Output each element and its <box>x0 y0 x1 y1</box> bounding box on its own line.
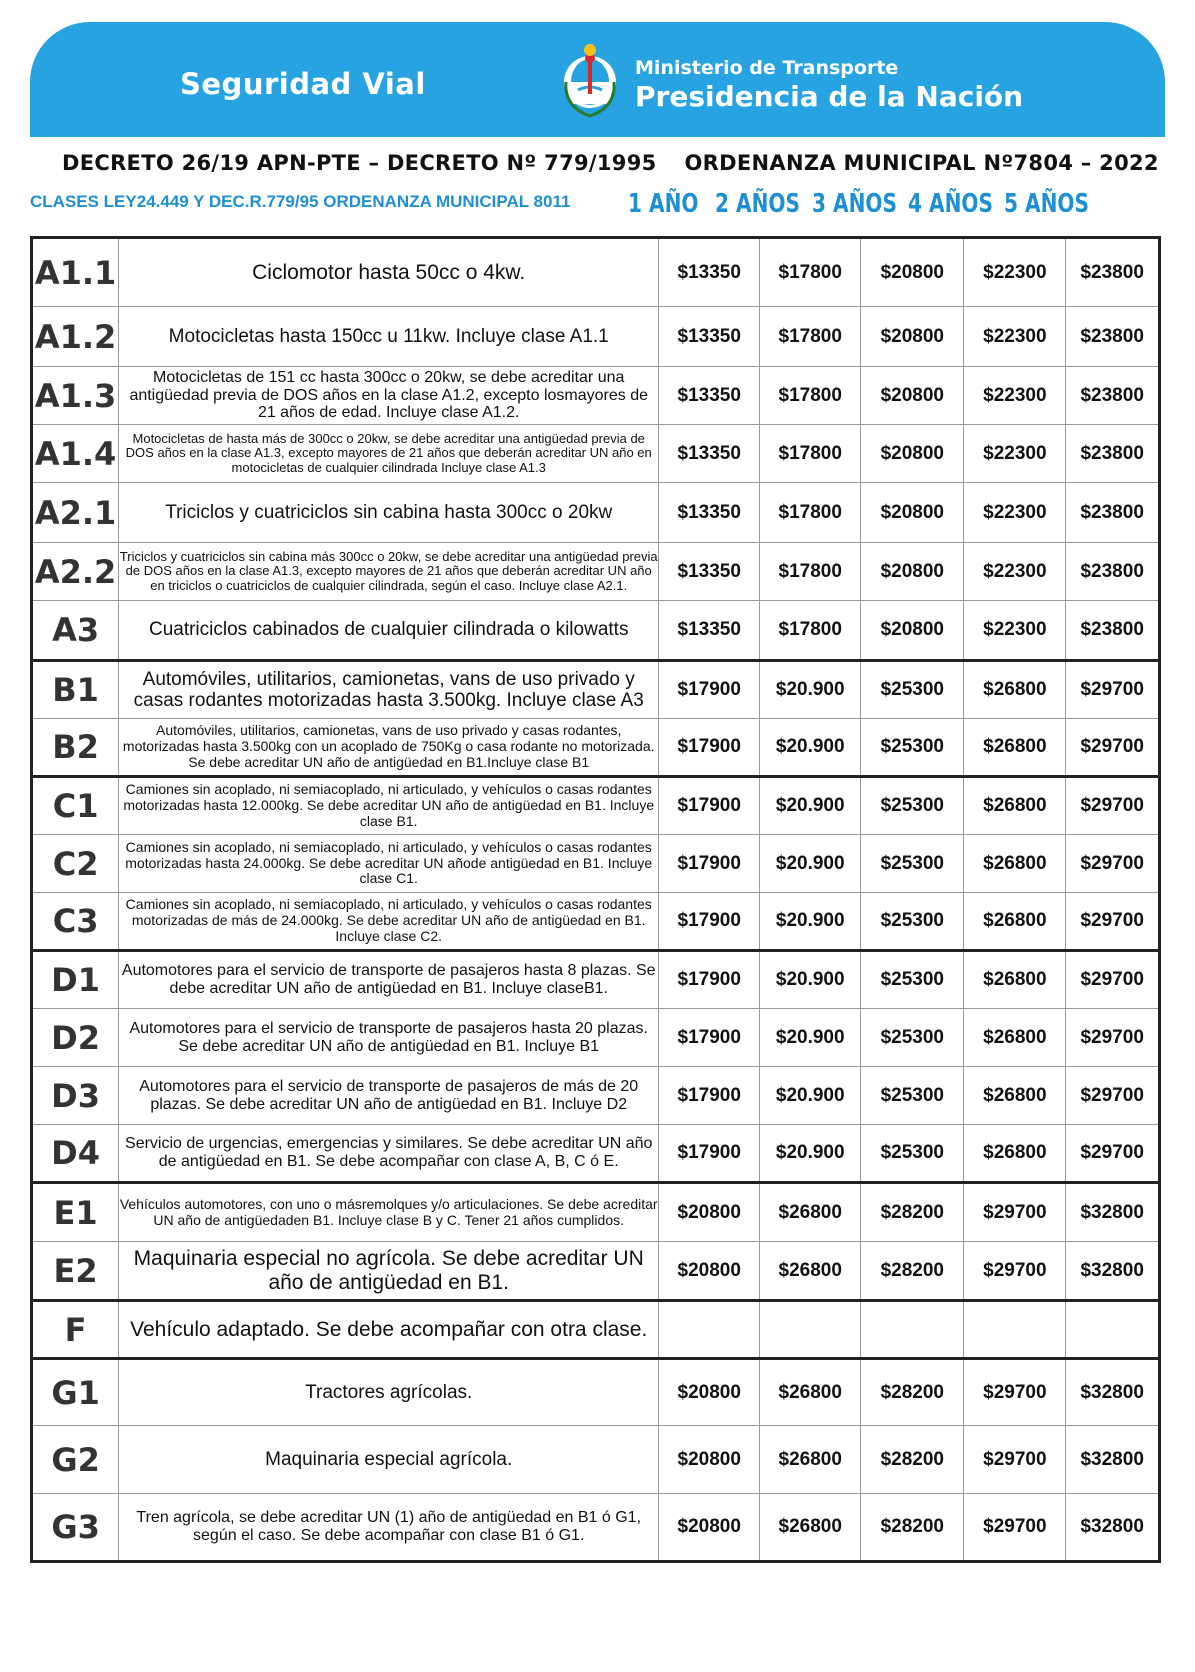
price-5-year: $32800 <box>1066 1359 1160 1426</box>
price-2-year: $26800 <box>760 1183 861 1242</box>
price-2-year: $20.900 <box>760 1125 861 1183</box>
license-class-code: G2 <box>32 1426 119 1494</box>
price-5-year: $23800 <box>1066 367 1160 425</box>
price-2-year: $17800 <box>760 483 861 543</box>
license-class-code: F <box>32 1301 119 1359</box>
ordinance-text: ORDENANZA MUNICIPAL Nº7804 – 2022 <box>684 151 1159 175</box>
price-4-year: $22300 <box>964 601 1066 661</box>
price-3-year: $28200 <box>861 1494 964 1562</box>
argentina-coat-of-arms-icon <box>560 42 620 120</box>
license-class-code: B2 <box>32 719 119 777</box>
price-3-year: $20800 <box>861 543 964 601</box>
price-1-year: $20800 <box>659 1359 760 1426</box>
price-2-year: $20.900 <box>760 661 861 719</box>
license-class-code: A1.2 <box>32 307 119 367</box>
price-1-year: $13350 <box>659 601 760 661</box>
price-5-year: $23800 <box>1066 601 1160 661</box>
license-class-code: C3 <box>32 893 119 951</box>
price-5-year: $32800 <box>1066 1183 1160 1242</box>
license-class-code: D1 <box>32 951 119 1009</box>
price-3-year: $25300 <box>861 1009 964 1067</box>
license-class-code: A1.1 <box>32 238 119 307</box>
year-header-2: 2 AÑOS <box>715 189 800 219</box>
price-4-year: $22300 <box>964 543 1066 601</box>
price-3-year: $20800 <box>861 238 964 307</box>
price-3-year: $20800 <box>861 367 964 425</box>
price-1-year: $13350 <box>659 307 760 367</box>
license-class-code: A2.1 <box>32 483 119 543</box>
license-class-description: Motocicletas de hasta más de 300cc o 20kw, se debe acreditar una antigüedad previa de DOS años en la clase A1.3, excepto mayores de 21 años que deberán acreditar UN año en motocicletas de cualquier cilindrada Incluye clase A1.3 <box>119 425 659 483</box>
table-row <box>32 893 1160 951</box>
price-1-year: $17900 <box>659 661 760 719</box>
price-2-year <box>760 1301 861 1359</box>
price-1-year: $17900 <box>659 893 760 951</box>
price-1-year <box>659 1301 760 1359</box>
decree-text: DECRETO 26/19 APN-PTE – DECRETO Nº 779/1995 <box>62 151 657 175</box>
price-4-year: $26800 <box>964 1125 1066 1183</box>
price-1-year: $17900 <box>659 1067 760 1125</box>
price-4-year: $26800 <box>964 893 1066 951</box>
price-3-year: $20800 <box>861 425 964 483</box>
price-3-year <box>861 1301 964 1359</box>
price-5-year: $29700 <box>1066 1009 1160 1067</box>
price-2-year: $20.900 <box>760 777 861 835</box>
price-2-year: $20.900 <box>760 719 861 777</box>
price-2-year: $20.900 <box>760 835 861 893</box>
license-class-code: A1.3 <box>32 367 119 425</box>
table-row <box>32 719 1160 777</box>
price-3-year: $25300 <box>861 1125 964 1183</box>
license-class-description: Camiones sin acoplado, ni semiacoplado, ni articulado, y vehículos o casas rodantes motorizadas hasta 24.000kg. Se debe acreditar UN añode antigüedad en B1. Incluye clase C1. <box>119 835 659 893</box>
price-5-year: $29700 <box>1066 661 1160 719</box>
price-3-year: $25300 <box>861 661 964 719</box>
year-header-3: 3 AÑOS <box>812 189 897 219</box>
table-row <box>32 543 1160 601</box>
license-class-code: G1 <box>32 1359 119 1426</box>
price-5-year: $32800 <box>1066 1426 1160 1494</box>
price-3-year: $28200 <box>861 1359 964 1426</box>
price-4-year: $22300 <box>964 307 1066 367</box>
price-3-year: $25300 <box>861 951 964 1009</box>
price-4-year: $29700 <box>964 1183 1066 1242</box>
price-1-year: $17900 <box>659 951 760 1009</box>
year-header-4: 4 AÑOS <box>908 189 993 219</box>
year-header-1: 1 AÑO <box>628 189 699 219</box>
table-row <box>32 1009 1160 1067</box>
price-4-year: $29700 <box>964 1359 1066 1426</box>
license-class-code: G3 <box>32 1494 119 1562</box>
price-2-year: $17800 <box>760 307 861 367</box>
table-row <box>32 1125 1160 1183</box>
seguridad-vial-title: Seguridad Vial <box>180 67 426 101</box>
decree-line <box>62 151 1159 175</box>
header-banner <box>30 22 1165 137</box>
license-class-description: Motocicletas de 151 cc hasta 300cc o 20kw, se debe acreditar una antigüedad previa de DOS años en la clase A1.2, excepto losmayores de 21 años de edad. Incluye clase A1.2. <box>119 367 659 425</box>
license-class-description: Tractores agrícolas. <box>119 1359 659 1426</box>
license-class-description: Automotores para el servicio de transporte de pasajeros hasta 8 plazas. Se debe acreditar UN año de antigüedad en B1. Incluye claseB1. <box>119 951 659 1009</box>
table-row <box>32 1183 1160 1242</box>
price-5-year: $23800 <box>1066 483 1160 543</box>
price-2-year: $26800 <box>760 1426 861 1494</box>
price-2-year: $20.900 <box>760 951 861 1009</box>
license-class-code: D4 <box>32 1125 119 1183</box>
table-row <box>32 425 1160 483</box>
price-2-year: $20.900 <box>760 893 861 951</box>
price-1-year: $17900 <box>659 719 760 777</box>
price-2-year: $17800 <box>760 601 861 661</box>
price-4-year: $26800 <box>964 835 1066 893</box>
price-4-year: $22300 <box>964 483 1066 543</box>
price-2-year: $17800 <box>760 425 861 483</box>
price-1-year: $13350 <box>659 483 760 543</box>
license-class-code: B1 <box>32 661 119 719</box>
license-class-code: C1 <box>32 777 119 835</box>
table-row <box>32 483 1160 543</box>
license-class-description: Camiones sin acoplado, ni semiacoplado, ni articulado, y vehículos o casas rodantes motorizadas de más de 24.000kg. Se debe acreditar UN año de antigüedad en B1. Incluye clase C2. <box>119 893 659 951</box>
license-class-description: Maquinaria especial agrícola. <box>119 1426 659 1494</box>
price-3-year: $20800 <box>861 307 964 367</box>
license-class-code: E1 <box>32 1183 119 1242</box>
price-2-year: $20.900 <box>760 1067 861 1125</box>
price-3-year: $28200 <box>861 1183 964 1242</box>
table-row <box>32 1242 1160 1301</box>
price-2-year: $26800 <box>760 1359 861 1426</box>
license-class-code: A3 <box>32 601 119 661</box>
price-4-year: $29700 <box>964 1426 1066 1494</box>
table-row <box>32 601 1160 661</box>
price-5-year: $23800 <box>1066 307 1160 367</box>
table-row <box>32 1067 1160 1125</box>
license-class-code: A1.4 <box>32 425 119 483</box>
price-1-year: $20800 <box>659 1426 760 1494</box>
license-class-description: Automotores para el servicio de transporte de pasajeros hasta 20 plazas. Se debe acreditar UN año de antigüedad en B1. Incluye B1 <box>119 1009 659 1067</box>
price-3-year: $25300 <box>861 719 964 777</box>
price-4-year <box>964 1301 1066 1359</box>
price-5-year: $29700 <box>1066 1067 1160 1125</box>
price-3-year: $25300 <box>861 777 964 835</box>
table-row <box>32 307 1160 367</box>
price-1-year: $13350 <box>659 543 760 601</box>
price-3-year: $25300 <box>861 835 964 893</box>
price-3-year: $28200 <box>861 1242 964 1301</box>
license-class-code: C2 <box>32 835 119 893</box>
price-3-year: $28200 <box>861 1426 964 1494</box>
license-class-description: Maquinaria especial no agrícola. Se debe acreditar UN año de antigüedad en B1. <box>119 1242 659 1301</box>
price-3-year: $20800 <box>861 601 964 661</box>
price-4-year: $26800 <box>964 951 1066 1009</box>
license-class-description: Tren agrícola, se debe acreditar UN (1) año de antigüedad en B1 ó G1, según el caso. Se debe acompañar con clase B1 ó G1. <box>119 1494 659 1562</box>
price-4-year: $26800 <box>964 661 1066 719</box>
price-1-year: $20800 <box>659 1183 760 1242</box>
license-class-description: Cuatriciclos cabinados de cualquier cilindrada o kilowatts <box>119 601 659 661</box>
price-2-year: $17800 <box>760 238 861 307</box>
license-class-description: Triciclos y cuatriciclos sin cabina hasta 300cc o 20kw <box>119 483 659 543</box>
price-2-year: $17800 <box>760 543 861 601</box>
price-4-year: $22300 <box>964 238 1066 307</box>
price-1-year: $13350 <box>659 367 760 425</box>
price-1-year: $17900 <box>659 777 760 835</box>
table-row <box>32 661 1160 719</box>
license-class-description: Camiones sin acoplado, ni semiacoplado, ni articulado, y vehículos o casas rodantes motorizadas hasta 12.000kg. Se debe acreditar UN año de antigüedad en B1. Incluye clase B1. <box>119 777 659 835</box>
price-1-year: $17900 <box>659 1009 760 1067</box>
price-2-year: $17800 <box>760 367 861 425</box>
license-class-description: Triciclos y cuatriciclos sin cabina más 300cc o 20kw, se debe acreditar una antigüedad previa de DOS años en la clase A1.3, excepto mayores de 21 años que deberán acreditar UN año en triciclos o cuatriciclos de cualquier cilindrada, según el caso. Incluye clase A2.1. <box>119 543 659 601</box>
price-5-year: $23800 <box>1066 543 1160 601</box>
price-3-year: $25300 <box>861 1067 964 1125</box>
price-4-year: $22300 <box>964 367 1066 425</box>
price-4-year: $26800 <box>964 777 1066 835</box>
table-row <box>32 1426 1160 1494</box>
price-4-year: $26800 <box>964 719 1066 777</box>
price-2-year: $26800 <box>760 1242 861 1301</box>
price-1-year: $13350 <box>659 425 760 483</box>
price-5-year: $29700 <box>1066 719 1160 777</box>
clases-line: CLASES LEY24.449 Y DEC.R.779/95 ORDENANZA MUNICIPAL 8011 <box>30 192 571 211</box>
table-row <box>32 835 1160 893</box>
table-body <box>32 238 1160 1562</box>
price-2-year: $26800 <box>760 1494 861 1562</box>
license-class-description: Automóviles, utilitarios, camionetas, vans de uso privado y casas rodantes motorizadas hasta 3.500kg. Incluye clase A3 <box>119 661 659 719</box>
price-4-year: $29700 <box>964 1494 1066 1562</box>
table-row <box>32 1494 1160 1562</box>
ministry-name: Ministerio de Transporte <box>635 57 899 79</box>
table-row <box>32 238 1160 307</box>
license-class-description: Servicio de urgencias, emergencias y similares. Se debe acreditar UN año de antigüedad en B1. Se debe acompañar con clase A, B, C ó E. <box>119 1125 659 1183</box>
table-row <box>32 777 1160 835</box>
license-class-description: Vehículos automotores, con uno o másremolques y/o articulaciones. Se debe acreditar UN año de antigüedaden B1. Incluye clase B y C. Tener 21 años cumplidos. <box>119 1183 659 1242</box>
price-5-year: $32800 <box>1066 1242 1160 1301</box>
license-class-description: Vehículo adaptado. Se debe acompañar con otra clase. <box>119 1301 659 1359</box>
price-5-year: $29700 <box>1066 893 1160 951</box>
price-3-year: $20800 <box>861 483 964 543</box>
price-1-year: $20800 <box>659 1242 760 1301</box>
price-5-year: $29700 <box>1066 951 1160 1009</box>
price-5-year: $23800 <box>1066 238 1160 307</box>
year-header-5: 5 AÑOS <box>1004 189 1089 219</box>
price-5-year: $23800 <box>1066 425 1160 483</box>
license-fee-table <box>30 236 1161 1563</box>
license-class-description: Automotores para el servicio de transporte de pasajeros de más de 20 plazas. Se debe acreditar UN año de antigüedad en B1. Incluye D2 <box>119 1067 659 1125</box>
license-class-description: Ciclomotor hasta 50cc o 4kw. <box>119 238 659 307</box>
price-4-year: $26800 <box>964 1067 1066 1125</box>
table-row <box>32 1359 1160 1426</box>
table-row <box>32 367 1160 425</box>
price-1-year: $13350 <box>659 238 760 307</box>
price-2-year: $20.900 <box>760 1009 861 1067</box>
price-1-year: $17900 <box>659 1125 760 1183</box>
license-class-code: A2.2 <box>32 543 119 601</box>
license-class-description: Motocicletas hasta 150cc u 11kw. Incluye clase A1.1 <box>119 307 659 367</box>
price-1-year: $20800 <box>659 1494 760 1562</box>
price-4-year: $29700 <box>964 1242 1066 1301</box>
license-class-code: D2 <box>32 1009 119 1067</box>
price-4-year: $22300 <box>964 425 1066 483</box>
price-4-year: $26800 <box>964 1009 1066 1067</box>
license-class-description: Automóviles, utilitarios, camionetas, vans de uso privado y casas rodantes, motorizadas hasta 3.500kg con un acoplado de 750Kg o casa rodante no motorizada. Se debe acreditar UN año de antigüedad en B1.Incluye clase B1 <box>119 719 659 777</box>
table-row <box>32 951 1160 1009</box>
presidency-name: Presidencia de la Nación <box>635 80 1024 113</box>
table-row <box>32 1301 1160 1359</box>
license-class-code: D3 <box>32 1067 119 1125</box>
price-5-year: $32800 <box>1066 1494 1160 1562</box>
price-1-year: $17900 <box>659 835 760 893</box>
price-5-year: $29700 <box>1066 777 1160 835</box>
license-class-code: E2 <box>32 1242 119 1301</box>
price-5-year <box>1066 1301 1160 1359</box>
price-5-year: $29700 <box>1066 1125 1160 1183</box>
price-3-year: $25300 <box>861 893 964 951</box>
price-5-year: $29700 <box>1066 835 1160 893</box>
